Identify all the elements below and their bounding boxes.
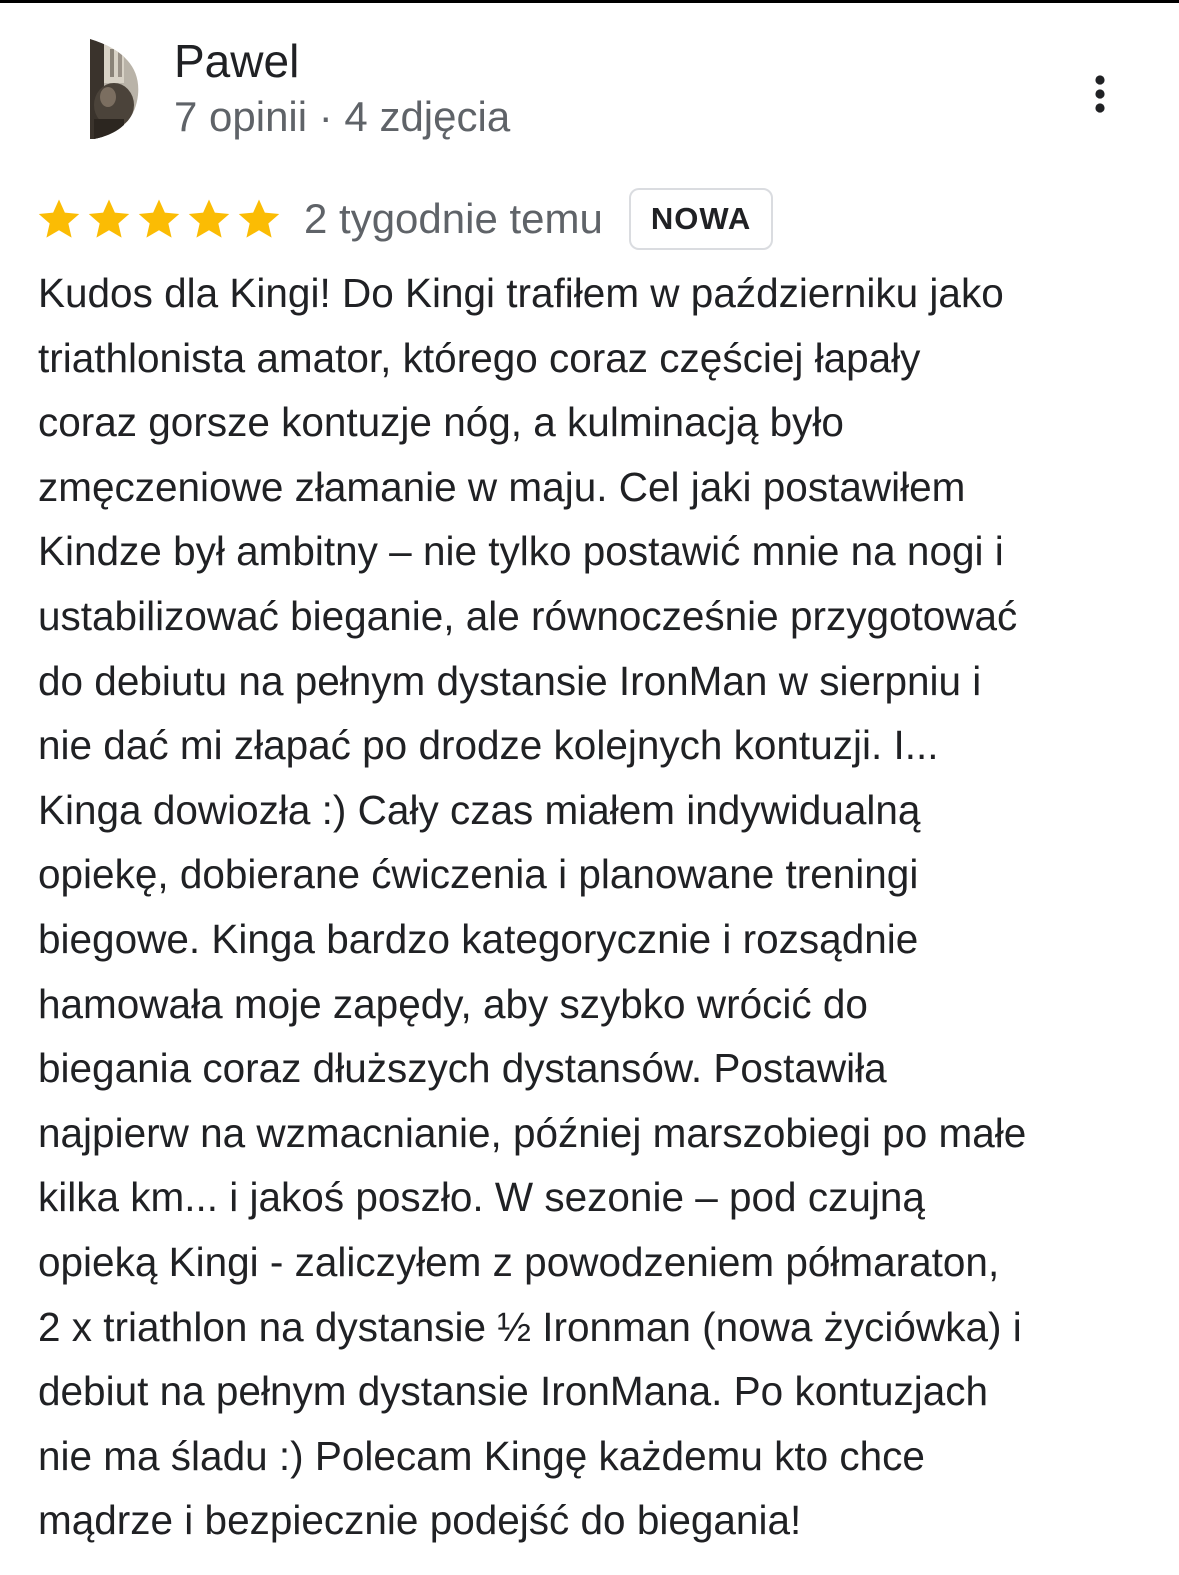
review-text-line: ustabilizować bieganie, ale równocześnie przygotować [38, 592, 1018, 639]
star-icon [36, 196, 82, 242]
review-text-line: zmęczeniowe złamanie w maju. Cel jaki postawiłem [38, 463, 966, 510]
review-text-line: coraz gorsze kontuzje nóg, a kulminacją było [38, 399, 844, 446]
review-text-line: najpierw na wzmacnianie, później marszobiegi po małe [38, 1109, 1027, 1156]
avatar[interactable] [80, 35, 140, 139]
review-text-line: biegania coraz dłuższych dystansów. Postawiła [38, 1045, 887, 1092]
review-text-line: hamowała moje zapędy, aby szybko wrócić do [38, 980, 868, 1027]
star-icon [236, 196, 282, 242]
review-time: 2 tygodnie temu [304, 195, 603, 242]
review-text-line: 2 x triathlon na dystansie ½ Ironman (nowa życiówka) i [38, 1303, 1022, 1350]
avatar-photo [80, 35, 140, 139]
star-icon [186, 196, 232, 242]
review-text-line: Kindze był ambitny – nie tylko postawić mnie na nogi i [38, 528, 1004, 575]
review-text-line: debiut na pełnym dystansie IronMana. Po kontuzjach [38, 1368, 989, 1415]
new-badge: NOWA [629, 188, 773, 250]
review-text-line: opieką Kingi - zaliczyłem z powodzeniem półmaraton, [38, 1238, 1000, 1285]
star-icon [86, 196, 132, 242]
review-text-line: nie dać mi złapać po drodze kolejnych kontuzji. I... [38, 722, 939, 769]
review-card [0, 3, 1179, 1575]
star-rating [36, 196, 282, 242]
review-text [38, 261, 1148, 1553]
review-text-line: biegowe. Kinga bardzo kategorycznie i rozsądnie [38, 915, 919, 962]
more-vert-icon [1094, 74, 1106, 114]
reviewer-stats: 7 opinii · 4 zdjęcia [174, 93, 511, 140]
review-text-line: Kinga dowiozła :) Cały czas miałem indywidualną [38, 786, 921, 833]
more-options-button[interactable] [1082, 69, 1118, 119]
review-text-line: kilka km... i jakoś poszło. W sezonie – pod czujną [38, 1174, 925, 1221]
review-header [0, 3, 1179, 153]
review-text-line: Kudos dla Kingi! Do Kingi trafiłem w październiku jako [38, 270, 1004, 316]
star-icon [136, 196, 182, 242]
review-text-line: nie ma śladu :) Polecam Kingę każdemu kto chce [38, 1432, 925, 1479]
rating-row [36, 185, 773, 253]
reviewer-name[interactable]: Pawel [174, 35, 300, 87]
review-text-line: do debiutu na pełnym dystansie IronMan w sierpniu i [38, 657, 982, 704]
review-text-line: mądrze i bezpiecznie podejść do biegania! [38, 1497, 802, 1544]
review-text-line: triathlonista amator, którego coraz częściej łapały [38, 334, 921, 381]
review-text-line: opiekę, dobierane ćwiczenia i planowane treningi [38, 851, 919, 898]
